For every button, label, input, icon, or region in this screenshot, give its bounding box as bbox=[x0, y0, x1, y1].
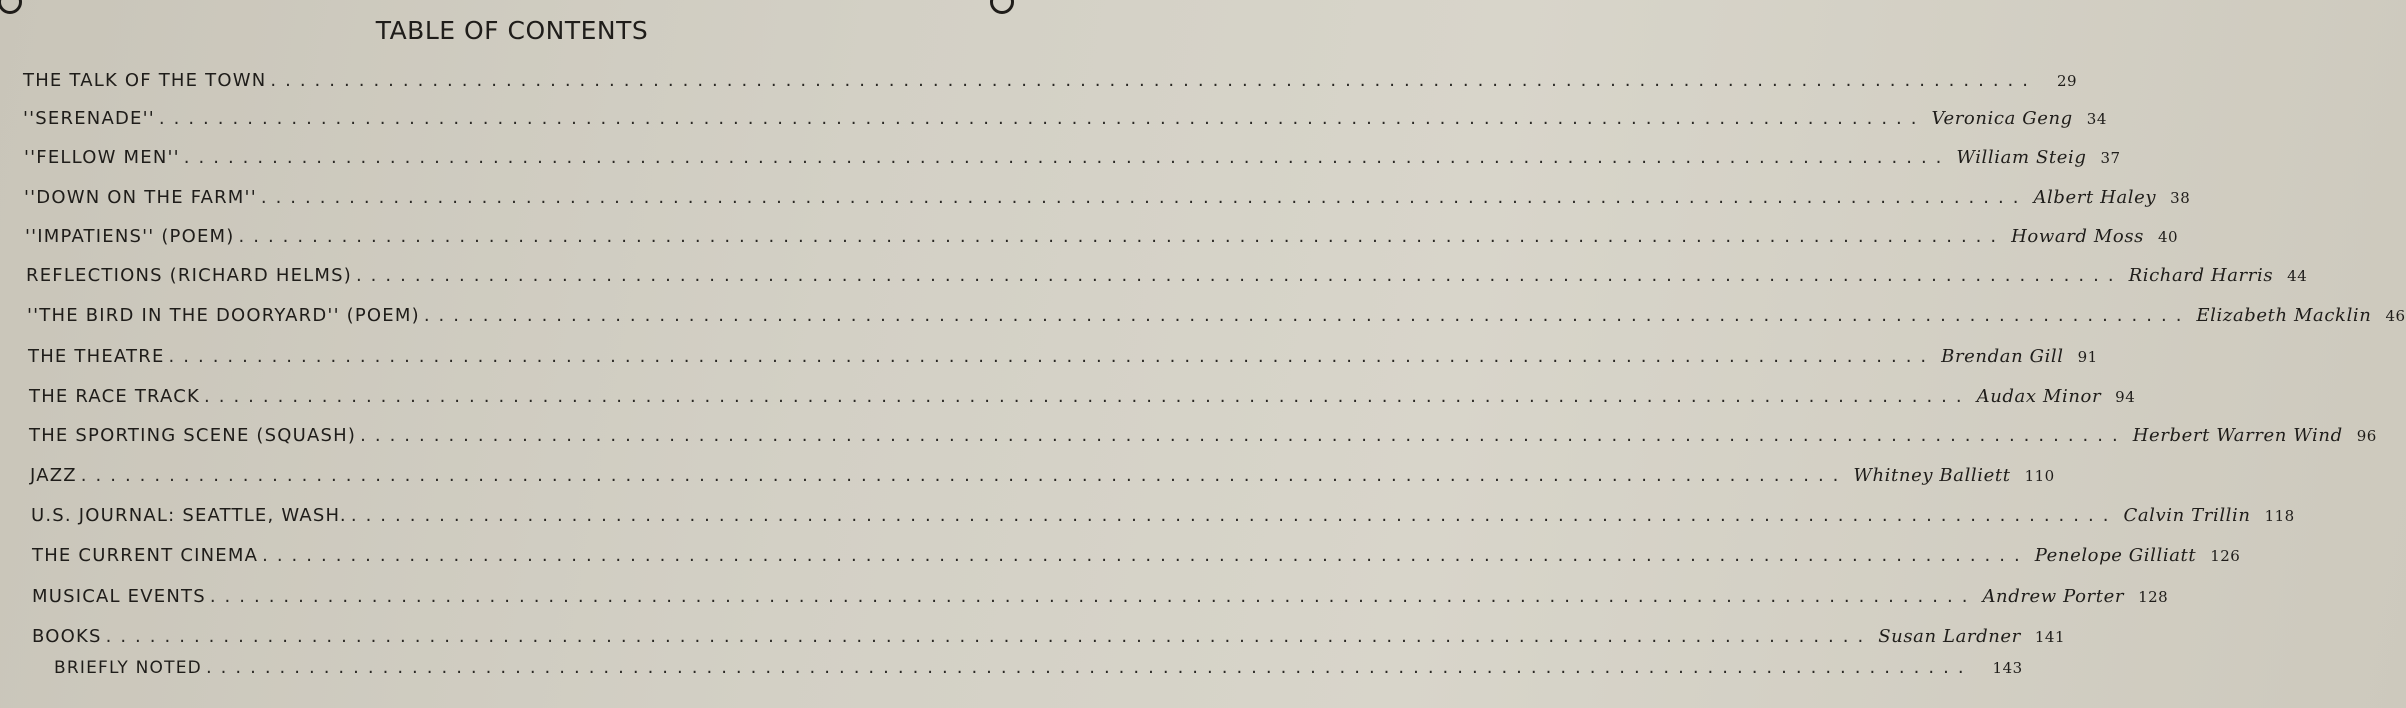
toc-entry bbox=[25, 226, 2179, 256]
toc-entry bbox=[26, 265, 2308, 295]
entry-title: REFLECTIONS (RICHARD HELMS) bbox=[26, 265, 352, 286]
toc-entry bbox=[29, 425, 2377, 455]
entry-page-number: 96 bbox=[2356, 427, 2377, 445]
entry-title: THE TALK OF THE TOWN bbox=[23, 70, 267, 91]
dot-leader: ........................................................................................................................ bbox=[204, 386, 1971, 407]
entry-title: THE SPORTING SCENE (SQUASH) bbox=[29, 425, 357, 446]
dot-leader: ........................................................................................................................ bbox=[80, 465, 1848, 486]
dot-leader: ........................................................................................................................ bbox=[360, 425, 2127, 446]
entry-page-number: 94 bbox=[2115, 388, 2136, 406]
entry-page-number: 91 bbox=[2077, 348, 2098, 366]
dot-leader: ........................................................................................................................ bbox=[183, 147, 1951, 168]
entry-author: William Steig bbox=[1956, 147, 2087, 168]
toc-entry bbox=[24, 187, 2191, 217]
entry-page-number: 37 bbox=[2100, 149, 2121, 167]
entry-author: Elizabeth Macklin bbox=[2196, 305, 2372, 326]
toc-entry bbox=[27, 305, 2406, 335]
entry-author: Herbert Warren Wind bbox=[2132, 425, 2343, 446]
dot-leader: ........................................................................................................................ bbox=[105, 626, 1873, 647]
entry-title: THE THEATRE bbox=[28, 346, 165, 367]
entry-title: MUSICAL EVENTS bbox=[32, 586, 206, 607]
entry-author: Brendan Gill bbox=[1941, 346, 2064, 367]
toc-entry bbox=[32, 545, 2241, 575]
toc-entry bbox=[32, 586, 2169, 616]
dot-leader: ........................................................................................................................ bbox=[262, 545, 2029, 566]
entry-author: Susan Lardner bbox=[1878, 626, 2021, 647]
dot-leader: ........................................................................................................................ bbox=[423, 305, 2191, 326]
dot-leader: ........................................................................................................................ bbox=[270, 70, 2037, 91]
entry-title: ''IMPATIENS'' (POEM) bbox=[25, 226, 235, 247]
dot-leader: ........................................................................................................................ bbox=[158, 108, 1926, 129]
dot-leader: ........................................................................................................................ bbox=[350, 505, 2118, 526]
entry-author: Howard Moss bbox=[2011, 226, 2144, 247]
entry-title: ''THE BIRD IN THE DOORYARD'' (POEM) bbox=[27, 305, 420, 326]
entry-page-number: 40 bbox=[2158, 228, 2179, 246]
dot-leader: ........................................................................................................................ bbox=[355, 265, 2123, 286]
toc-entry bbox=[28, 346, 2098, 376]
entry-page-number: 143 bbox=[1992, 659, 2023, 677]
entry-author: Audax Minor bbox=[1976, 386, 2102, 407]
entry-title: THE CURRENT CINEMA bbox=[32, 545, 259, 566]
entry-page-number: 46 bbox=[2385, 307, 2406, 325]
dot-leader: ........................................................................................................................ bbox=[209, 586, 1977, 607]
entry-page-number: 110 bbox=[2024, 467, 2055, 485]
entry-author: Andrew Porter bbox=[1982, 586, 2125, 607]
toc-entry bbox=[23, 108, 2107, 138]
entry-page-number: 34 bbox=[2086, 110, 2107, 128]
entry-author: Whitney Balliett bbox=[1853, 465, 2011, 486]
entry-page-number: 126 bbox=[2210, 547, 2241, 565]
entry-page-number: 118 bbox=[2264, 507, 2295, 525]
toc-entry bbox=[32, 626, 2066, 656]
dot-leader: ........................................................................................................................ bbox=[260, 187, 2028, 208]
page-title: TABLE OF CONTENTS bbox=[375, 16, 649, 45]
toc-entry bbox=[31, 505, 2295, 535]
entry-title: JAZZ bbox=[30, 465, 77, 486]
entry-title: THE RACE TRACK bbox=[29, 386, 201, 407]
entry-author: Calvin Trillin bbox=[2123, 505, 2251, 526]
dot-leader: ........................................................................................................................ bbox=[238, 226, 2006, 247]
entry-author: Albert Haley bbox=[2033, 187, 2157, 208]
entry-author: Richard Harris bbox=[2128, 265, 2274, 286]
entry-author: Veronica Geng bbox=[1931, 108, 2073, 129]
entry-page-number: 38 bbox=[2170, 189, 2191, 207]
toc-entry bbox=[29, 386, 2136, 416]
entry-title: ''SERENADE'' bbox=[23, 108, 155, 129]
toc-entry bbox=[23, 70, 2078, 100]
toc-entry bbox=[54, 657, 2023, 687]
entry-title: ''DOWN ON THE FARM'' bbox=[24, 187, 257, 208]
toc-entry bbox=[24, 147, 2121, 177]
entry-title: U.S. JOURNAL: SEATTLE, WASH. bbox=[31, 505, 347, 526]
entry-title: BOOKS bbox=[32, 626, 102, 647]
entry-page-number: 128 bbox=[2138, 588, 2169, 606]
entry-page-number: 29 bbox=[2057, 72, 2078, 90]
entry-page-number: 44 bbox=[2287, 267, 2308, 285]
entry-author: Penelope Gilliatt bbox=[2034, 545, 2197, 566]
entry-title: ''FELLOW MEN'' bbox=[24, 147, 180, 168]
dot-leader: ........................................................................................................................ bbox=[168, 346, 1936, 367]
toc-entry bbox=[30, 465, 2055, 495]
entry-page-number: 141 bbox=[2034, 628, 2066, 646]
dot-leader: ........................................................................................................................ bbox=[205, 657, 1973, 678]
entry-title: BRIEFLY NOTED bbox=[54, 658, 202, 678]
